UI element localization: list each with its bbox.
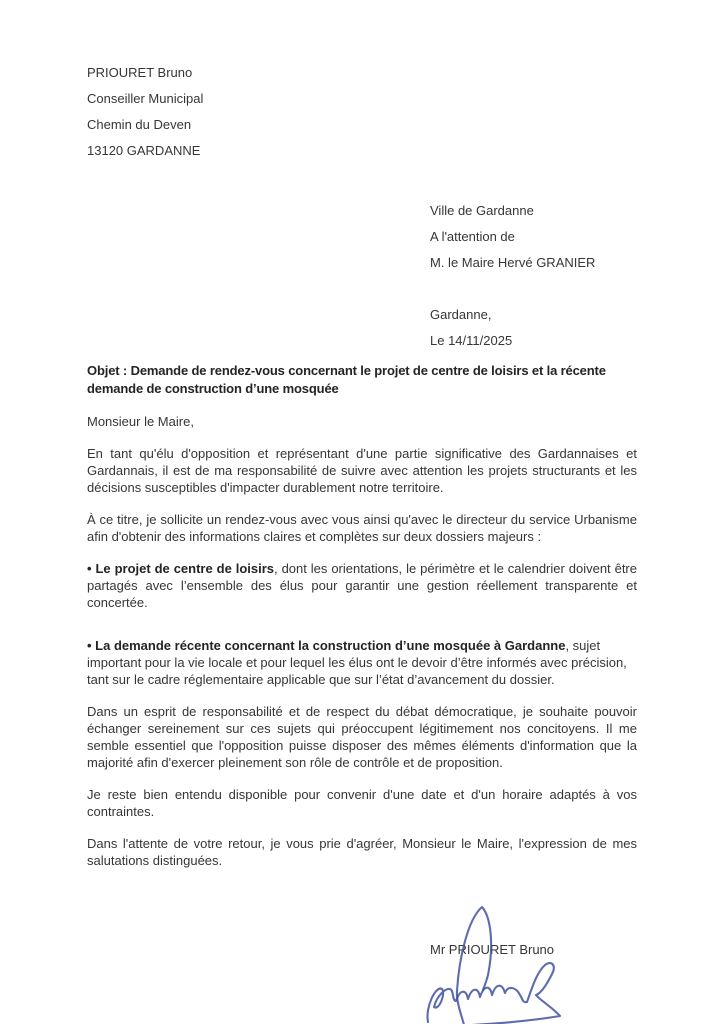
salutation: Monsieur le Maire,	[87, 414, 194, 429]
sender-block	[87, 60, 637, 164]
bullet-centre-loisirs	[87, 560, 637, 611]
bullet-mosquee	[87, 637, 637, 688]
sender-name: PRIOURET Bruno	[87, 65, 193, 80]
dateline-date: Le 14/11/2025	[430, 333, 513, 348]
bullet-mosquee-title: • La demande récente concernant la construction d’une mosquée à Gardanne	[87, 638, 566, 653]
signature-name: Mr PRIOURET Bruno	[430, 942, 555, 957]
paragraph-intro: En tant qu'élu d'opposition et représentant d'une partie significative des Gardannaises et Gardannais, il est de ma responsabilité de suivre avec attention les projets structurants et les décisions susceptibles d'impacter durablement notre territoire.	[87, 446, 637, 495]
sender-city: 13120 GARDANNE	[87, 143, 201, 158]
signature-area	[87, 907, 637, 1024]
sender-street: Chemin du Deven	[87, 117, 192, 132]
bullet-mosquee-text: , sujet important pour la vie locale et pour lequel les élus ont le devoir d’être informés avec précision, tant sur le cadre réglementaire applicable que sur l’état d’avancement du dossier.	[87, 638, 627, 687]
recipient-block	[430, 198, 637, 276]
sender-title: Conseiller Municipal	[87, 91, 204, 106]
dateline-block	[430, 302, 637, 354]
bullet-centre-loisirs-title: • Le projet de centre de loisirs	[87, 561, 275, 576]
letter-content	[87, 60, 637, 1024]
paragraph-request: À ce titre, je sollicite un rendez-vous avec vous ainsi qu'avec le directeur du service Urbanisme afin d'obtenir des informations claires et complètes sur deux dossiers majeurs :	[87, 512, 637, 544]
paragraph-closing: Dans l'attente de votre retour, je vous prie d'agréer, Monsieur le Maire, l'expression de mes salutations distinguées.	[87, 836, 637, 868]
dateline-place: Gardanne,	[430, 307, 492, 322]
paragraph-disponible: Je reste bien entendu disponible pour convenir d'une date et d'un horaire adaptés à vos contraintes.	[87, 787, 637, 819]
paragraph-esprit: Dans un esprit de responsabilité et de respect du débat démocratique, je souhaite pouvoir échanger sereinement sur ces sujets qui préoccupent légitimement nos concitoyens. Il me semble essentiel que l'opposition puisse disposer des mêmes éléments d'information que la majorité afin d'exercer pleinement son rôle de contrôle et de proposition.	[87, 704, 637, 770]
recipient-attention: A l'attention de	[430, 229, 515, 244]
subject-line: Objet : Demande de rendez-vous concernant le projet de centre de loisirs et la récente demande de construction d’une mosquée	[87, 363, 606, 396]
recipient-org: Ville de Gardanne	[430, 203, 534, 218]
bullet-centre-loisirs-text: , dont les orientations, le périmètre et le calendrier doivent être partagés avec l’ensemble des élus pour garantir une gestion réellement transparente et concertée.	[87, 561, 637, 610]
recipient-name: M. le Maire Hervé GRANIER	[430, 255, 596, 270]
